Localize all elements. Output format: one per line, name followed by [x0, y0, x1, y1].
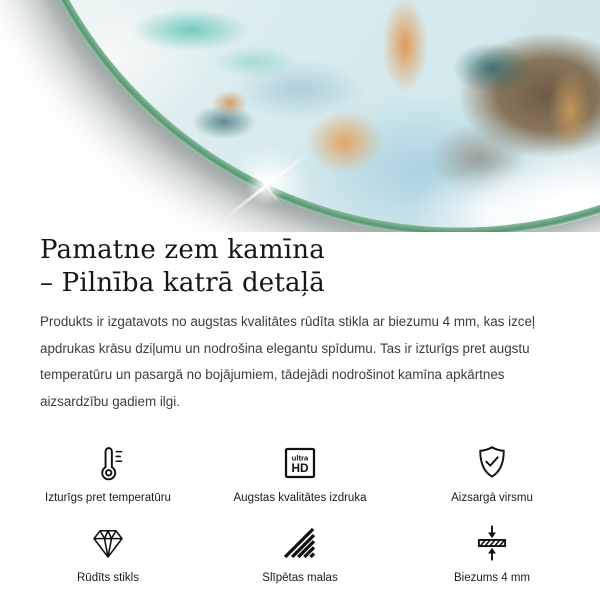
- thickness-icon: [471, 521, 513, 565]
- ultra-hd-icon: [279, 441, 321, 485]
- feature-label: Biezums 4 mm: [453, 572, 531, 585]
- feature-label: Rūdīts stikls: [77, 572, 139, 585]
- feature-grid: [12, 441, 588, 584]
- feature-label: Augstas kvalitātes izdruka: [233, 492, 367, 505]
- page-title-line1: Pamatne zem kamīna: [40, 235, 325, 265]
- product-description: Produkts ir izgatavots no augstas kvalitātes rūdīta stikla ar biezumu 4 mm, kas izceļ apdrukas krāsu dziļumu un nodrošina elegantu spīdumu. Tas ir izturīgs pret augstu temperatūru un pasargā no bojājumiem, tādejādi nodrošinot kamīna apkārtnes aizsardzību gadiem ilgi.: [40, 314, 535, 409]
- feature-tempered-glass: [12, 521, 204, 584]
- product-hero-image: [0, 0, 600, 232]
- sparkle-highlight-icon: [246, 166, 286, 206]
- feature-polished-edges: [204, 521, 396, 584]
- page-title-line2: – Pilnība katrā detaļā: [40, 268, 325, 298]
- feature-label: Izturīgs pret temperatūru: [45, 492, 171, 505]
- shield-check-icon: [471, 441, 513, 485]
- beveled-edges-icon: [279, 521, 321, 565]
- feature-label: Aizsargā virsmu: [451, 492, 533, 505]
- feature-temperature: [12, 441, 204, 504]
- svg-text:ultra: ultra: [291, 453, 309, 463]
- feature-thickness: [396, 521, 588, 584]
- diamond-icon: [87, 521, 129, 565]
- feature-label: Slīpētas malas: [262, 572, 338, 585]
- thermometer-icon: [87, 441, 129, 485]
- feature-surface-protection: [396, 441, 588, 504]
- feature-print-quality: [204, 441, 396, 504]
- page-title: [40, 234, 560, 300]
- svg-text:HD: HD: [291, 461, 309, 476]
